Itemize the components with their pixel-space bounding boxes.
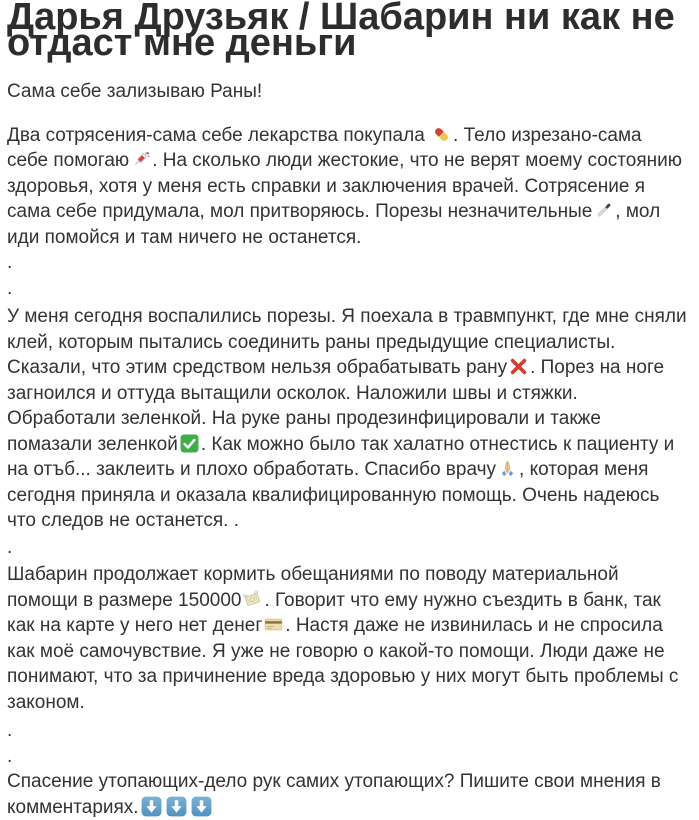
- post-body: [7, 79, 687, 820]
- kitchen-knife-emoji: [594, 201, 613, 220]
- paragraph: Два сотрясения-сама себе лекарства покупала . Тело изрезано-сама себе помогаю . На сколько люди жестокие, что не верят моему состоянию здоровья, хотя у меня есть справки и заключения врачей. Сотрясение я сама себе придумала, мол притворяюсь. Порезы незначительные , мол иди помойся и там ничего не останется.: [7, 124, 682, 248]
- paragraph: У меня сегодня воспалились порезы. Я поехала в травмпункт, где мне сняли клей, которым пытались соединить раны предыдущие специалисты. Сказали, что этим средством нельзя обрабатывать рану . Порез на ноге загноился и оттуда вытащили осколок. Наложили швы и стяжки. Обработали зеленкой. На руке раны продезинфицировали и также помазали зеленкой . Как можно было так халатно отнестись к пациенту и на отъб... заклеить и плохо обработать. Спасибо врачу , которая меня сегодня приняла и оказала квалифицированную помощь. Очень надеюсь что следов не останется. .: [7, 306, 687, 531]
- dot-line: .: [7, 720, 13, 741]
- syringe-emoji: [131, 150, 150, 169]
- dot-line: .: [7, 277, 13, 299]
- cross-mark-emoji: [509, 357, 528, 376]
- paragraph: Сама себе зализываю Раны!: [7, 81, 263, 102]
- paragraph: Спасение утопающих-дело рук самих утопающих? Пишите свои мнения в комментариях.: [7, 771, 661, 818]
- credit-card-emoji: [264, 615, 283, 634]
- check-mark-emoji: [180, 434, 199, 453]
- down-arrow-emoji: [166, 796, 187, 817]
- post-title: Дарья Друзьяк / Шабарин ни как не отдаст мне деньги: [7, 0, 675, 64]
- dot-line: .: [7, 745, 13, 767]
- down-arrow-emoji: [141, 796, 162, 817]
- folded-hands-emoji: [498, 459, 517, 478]
- dot-line: .: [7, 536, 13, 558]
- paragraph: Шабарин продолжает кормить обещаниями по поводу материальной помощи в размере 150000 . Говорит что ему нужно съездить в банк, так как на карте у него нет денег . Настя даже не извинилась и не спросила как моё самочувствие. Я уже не говорю о какой-то помощи. Люди даже не понимают, что за причинение вреда здоровью у них могут быть проблемы с законом.: [7, 564, 679, 713]
- pill-emoji: [432, 125, 451, 144]
- money-with-wings-emoji: [243, 590, 262, 609]
- dot-line: .: [7, 252, 13, 273]
- down-arrow-emoji: [191, 796, 212, 817]
